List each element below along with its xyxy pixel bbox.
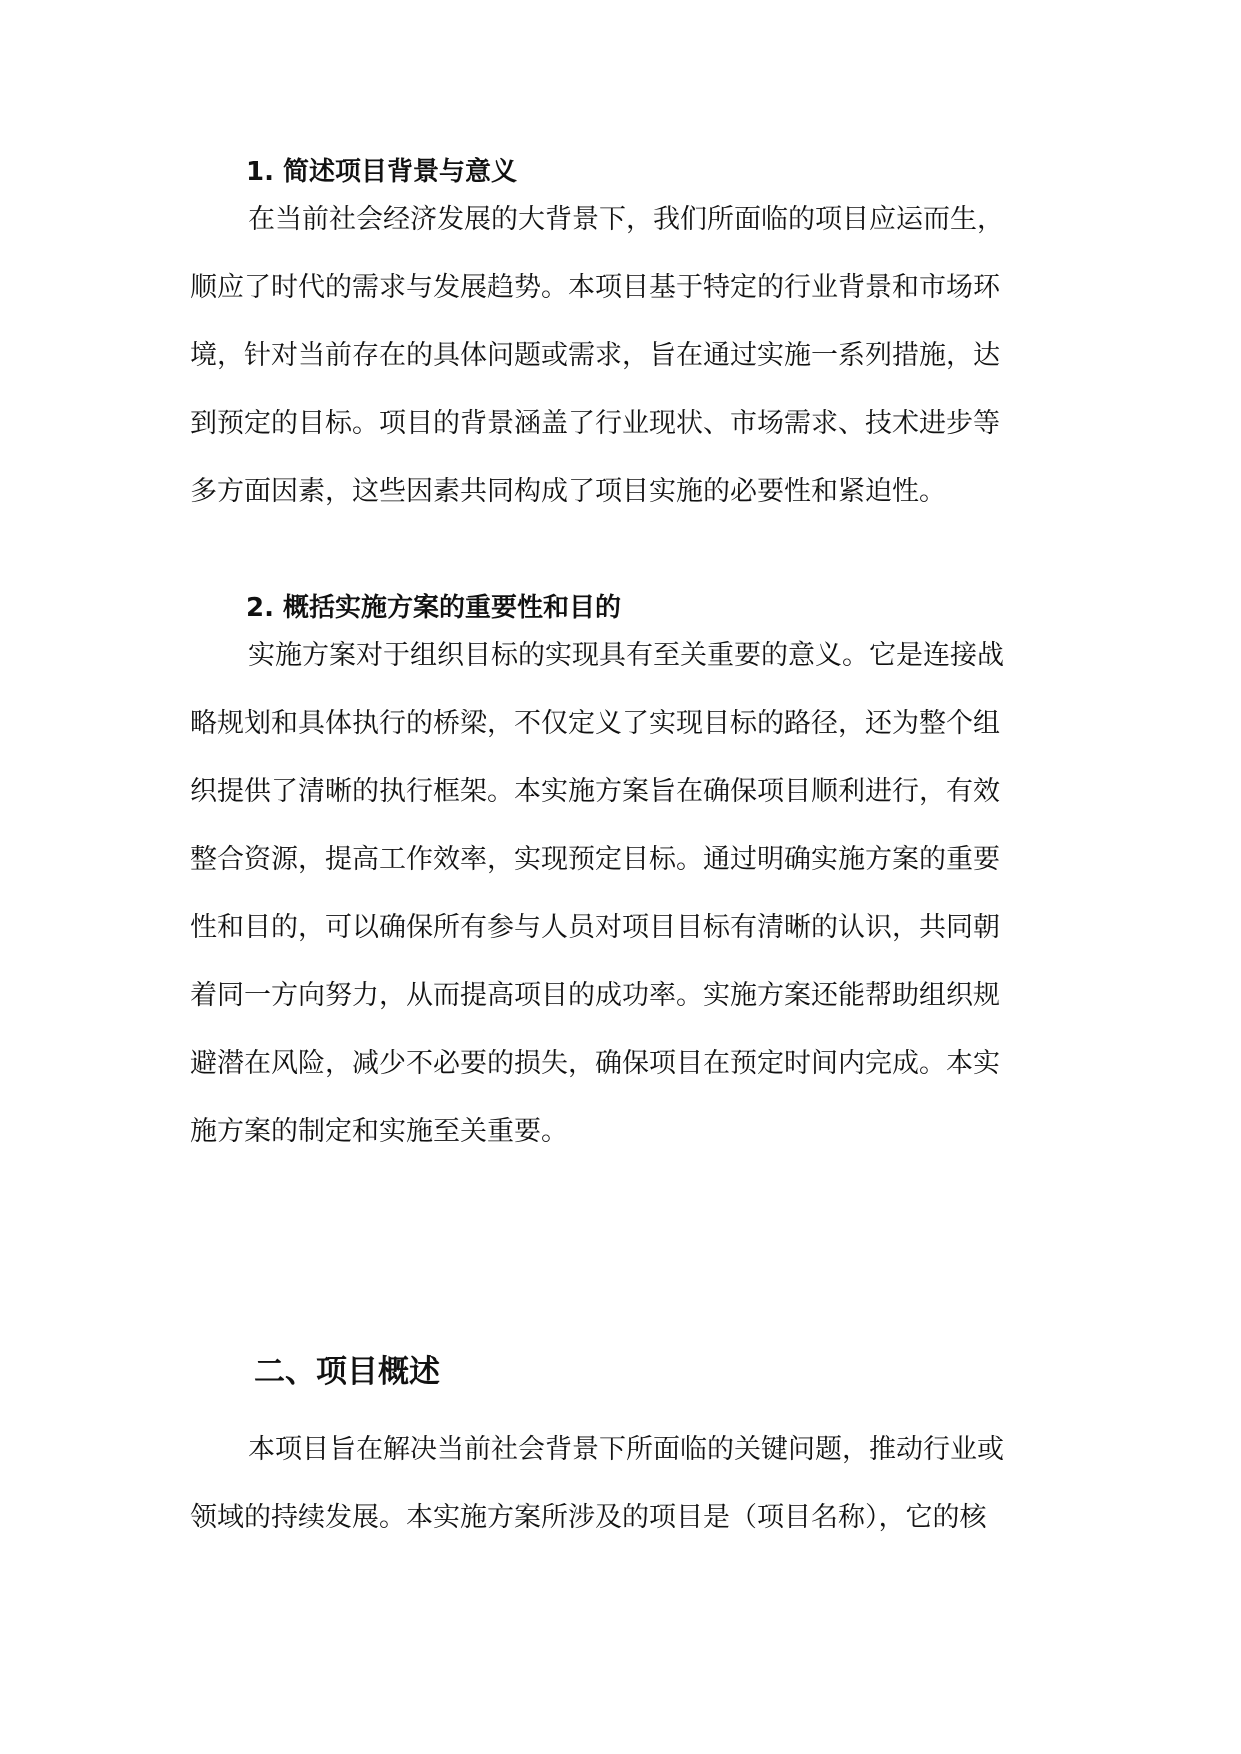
paragraph-line: 本项目旨在解决当前社会背景下所面临的关键问题，推动行业或 — [248, 1434, 1004, 1465]
paragraph-line: 性和目的，可以确保所有参与人员对项目目标有清晰的认识，共同朝 — [190, 912, 1000, 943]
paragraph-line: 顺应了时代的需求与发展趋势。本项目基于特定的行业背景和市场环 — [190, 272, 1000, 303]
paragraph-line: 实施方案对于组织目标的实现具有至关重要的意义。它是连接战 — [248, 640, 1004, 671]
section-heading-importance: 2. 概括实施方案的重要性和目的 — [246, 593, 622, 623]
paragraph-line: 着同一方向努力，从而提高项目的成功率。实施方案还能帮助组织规 — [190, 980, 1000, 1011]
paragraph-line: 避潜在风险，减少不必要的损失，确保项目在预定时间内完成。本实 — [190, 1048, 1000, 1079]
paragraph-line: 领域的持续发展。本实施方案所涉及的项目是（项目名称），它的核 — [190, 1502, 987, 1533]
paragraph-line: 在当前社会经济发展的大背景下，我们所面临的项目应运而生， — [248, 204, 1004, 235]
paragraph-line: 织提供了清晰的执行框架。本实施方案旨在确保项目顺利进行，有效 — [190, 776, 1000, 807]
paragraph-line: 施方案的制定和实施至关重要。 — [190, 1116, 568, 1147]
paragraph-line: 略规划和具体执行的桥梁，不仅定义了实现目标的路径，还为整个组 — [190, 708, 1000, 739]
paragraph-line: 整合资源，提高工作效率，实现预定目标。通过明确实施方案的重要 — [190, 844, 1000, 875]
paragraph-line: 境，针对当前存在的具体问题或需求，旨在通过实施一系列措施，达 — [190, 340, 1000, 371]
section-heading-background: 1. 简述项目背景与意义 — [246, 157, 518, 187]
paragraph-line: 多方面因素，这些因素共同构成了项目实施的必要性和紧迫性。 — [190, 476, 946, 507]
paragraph-line: 到预定的目标。项目的背景涵盖了行业现状、市场需求、技术进步等 — [190, 408, 1000, 439]
chapter-heading-overview: 二、项目概述 — [254, 1354, 440, 1390]
